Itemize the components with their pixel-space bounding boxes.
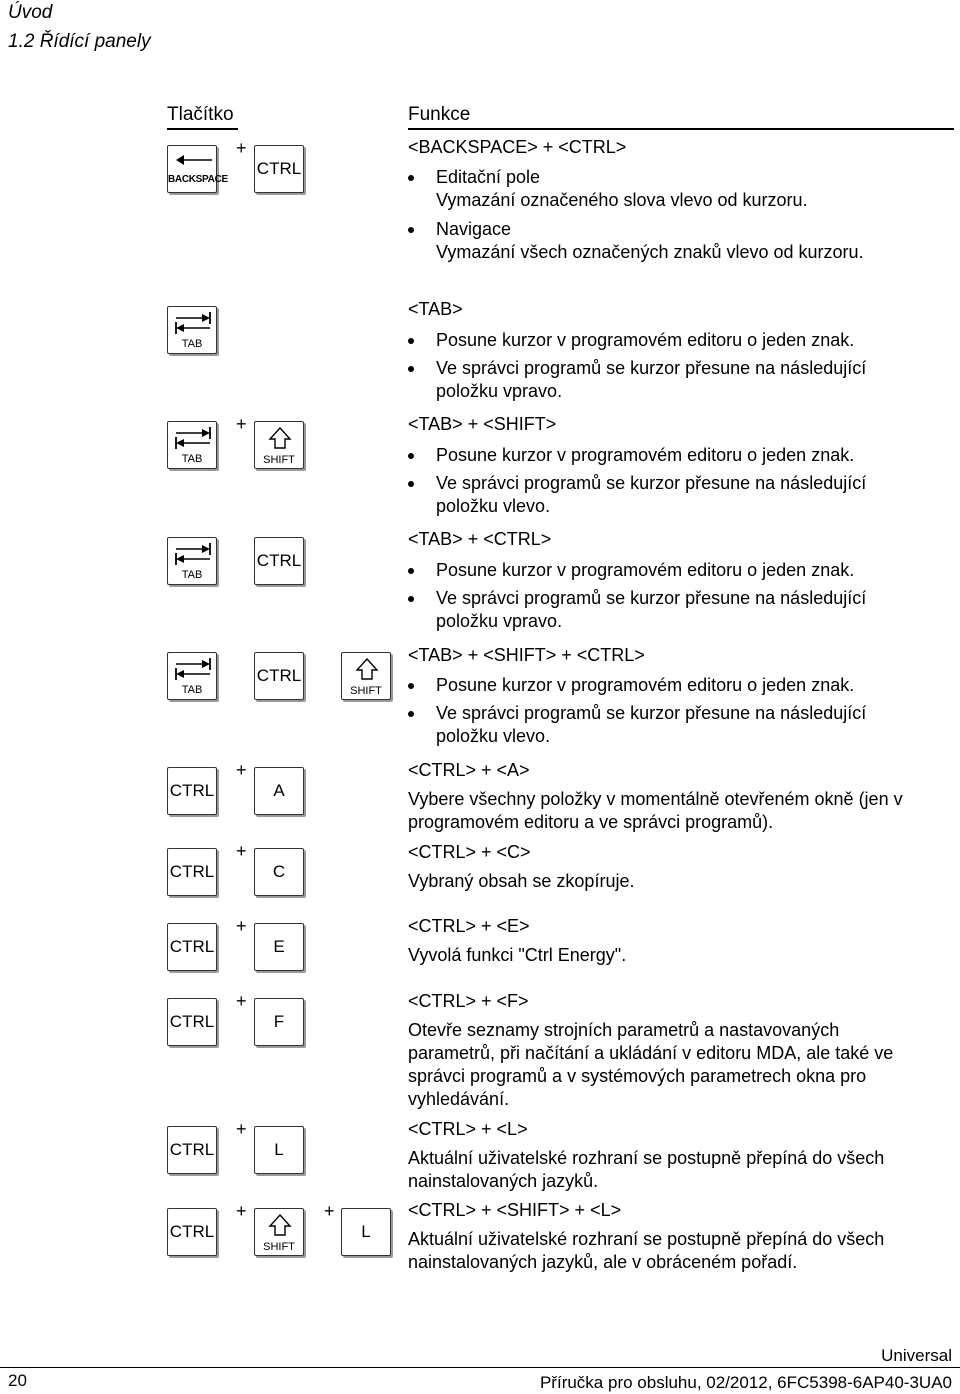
bullet-text: Posune kurzor v programovém editoru o jeden znak. (436, 675, 855, 695)
column-rule-function (408, 128, 954, 130)
column-header-key: Tlačítko (167, 104, 234, 125)
chapter-title: Úvod (8, 2, 53, 23)
plus-sign: + (236, 991, 247, 1011)
entry-text: Vybraný obsah se zkopíruje. (408, 871, 635, 891)
entry-title: <TAB> + <SHIFT> (408, 414, 557, 434)
plus-sign: + (236, 760, 247, 780)
bullet-dot (408, 481, 414, 487)
ctrl-key: CTRL (167, 767, 217, 815)
bullet-text: položku vlevo. (436, 496, 551, 516)
footer-document: Příručka pro obsluhu, 02/2012, 6FC5398-6AP40-3UA0 (539, 1373, 952, 1392)
footer-edition: Universal (881, 1346, 952, 1365)
c-key: C (254, 848, 304, 896)
plus-sign: + (324, 1201, 335, 1221)
entry-title: <CTRL> + <L> (408, 1119, 528, 1139)
entry-text: správci programů a v systémových parametrech okna pro (408, 1066, 867, 1086)
bullet-text: Posune kurzor v programovém editoru o jeden znak. (436, 330, 855, 350)
bullet-text: Editační pole (436, 167, 541, 187)
ctrl-key: CTRL (167, 923, 217, 971)
bullet-dot (408, 711, 414, 717)
ctrl-key: CTRL (167, 1126, 217, 1174)
bullet-dot (408, 227, 414, 233)
plus-sign: + (236, 1201, 247, 1221)
entry-text: nainstalovaných jazyků. (408, 1171, 599, 1191)
plus-sign: + (236, 414, 247, 434)
bullet-dot (408, 366, 414, 372)
bullet-dot (408, 683, 414, 689)
page-number: 20 (8, 1371, 27, 1390)
e-key: E (254, 923, 304, 971)
column-rule-key (167, 128, 238, 130)
shift-key: SHIFT (254, 421, 304, 469)
bullet-text: Ve správci programů se kurzor přesune na následující (436, 473, 867, 493)
ctrl-key: CTRL (167, 998, 217, 1046)
entry-text: Aktuální uživatelské rozhraní se postupně přepíná do všech (408, 1148, 885, 1168)
column-header-function: Funkce (408, 104, 471, 125)
entry-text: nainstalovaných jazyků, ale v obráceném pořadí. (408, 1252, 798, 1272)
bullet-text: Navigace (436, 219, 512, 239)
entry-title: <TAB> + <SHIFT> + <CTRL> (408, 645, 645, 665)
bullet-text: Vymazání všech označených znaků vlevo od kurzoru. (436, 242, 864, 262)
entry-text: parametrů, při načítání a ukládání v editoru MDA, ale také ve (408, 1043, 894, 1063)
ctrl-key: CTRL (167, 1208, 217, 1256)
footer-rule (0, 1367, 960, 1368)
bullet-text: Ve správci programů se kurzor přesune na následující (436, 588, 867, 608)
tab-key: TAB (167, 652, 217, 700)
entry-title: <CTRL> + <C> (408, 842, 531, 862)
bullet-dot (408, 568, 414, 574)
bullet-text: položku vlevo. (436, 726, 551, 746)
entry-title: <TAB> (408, 299, 463, 319)
entry-title: <TAB> + <CTRL> (408, 529, 552, 549)
shift-key: SHIFT (341, 652, 391, 700)
ctrl-key: CTRL (167, 848, 217, 896)
bullet-dot (408, 453, 414, 459)
bullet-text: Ve správci programů se kurzor přesune na následující (436, 703, 867, 723)
tab-key: TAB (167, 306, 217, 354)
entry-title: <CTRL> + <SHIFT> + <L> (408, 1200, 622, 1220)
backspace-arrow-icon (168, 146, 218, 194)
f-key: F (254, 998, 304, 1046)
bullet-dot (408, 338, 414, 344)
section-title: 1.2 Řídící panely (8, 31, 151, 52)
ctrl-key: CTRL (254, 652, 304, 700)
plus-sign: + (236, 841, 247, 861)
entry-text: programovém editoru a ve správci programů). (408, 812, 774, 832)
bullet-dot (408, 596, 414, 602)
plus-sign: + (236, 138, 247, 158)
entry-text: vyhledávání. (408, 1089, 510, 1109)
plus-sign: + (236, 916, 247, 936)
ctrl-key: CTRL (254, 537, 304, 585)
entry-title: <CTRL> + <F> (408, 991, 529, 1011)
plus-sign: + (236, 1119, 247, 1139)
entry-text: Vybere všechny položky v momentálně otevřeném okně (jen v (408, 789, 903, 809)
entry-title: <BACKSPACE> + <CTRL> (408, 137, 627, 157)
shift-key: SHIFT (254, 1208, 304, 1256)
entry-title: <CTRL> + <E> (408, 916, 530, 936)
tab-key: TAB (167, 537, 217, 585)
entry-text: Aktuální uživatelské rozhraní se postupně přepíná do všech (408, 1229, 885, 1249)
bullet-text: Vymazání označeného slova vlevo od kurzoru. (436, 190, 808, 210)
l-key: L (254, 1126, 304, 1174)
bullet-text: položku vpravo. (436, 381, 563, 401)
l-key: L (341, 1208, 391, 1256)
bullet-text: položku vpravo. (436, 611, 563, 631)
bullet-text: Posune kurzor v programovém editoru o jeden znak. (436, 560, 855, 580)
tab-key: TAB (167, 421, 217, 469)
entry-text: Otevře seznamy strojních parametrů a nastavovaných (408, 1020, 840, 1040)
backspace-key: BACKSPACE (167, 145, 217, 193)
bullet-text: Ve správci programů se kurzor přesune na následující (436, 358, 867, 378)
ctrl-key: CTRL (254, 145, 304, 193)
entry-title: <CTRL> + <A> (408, 760, 530, 780)
bullet-text: Posune kurzor v programovém editoru o jeden znak. (436, 445, 855, 465)
entry-text: Vyvolá funkci "Ctrl Energy". (408, 945, 627, 965)
bullet-dot (408, 175, 414, 181)
a-key: A (254, 767, 304, 815)
